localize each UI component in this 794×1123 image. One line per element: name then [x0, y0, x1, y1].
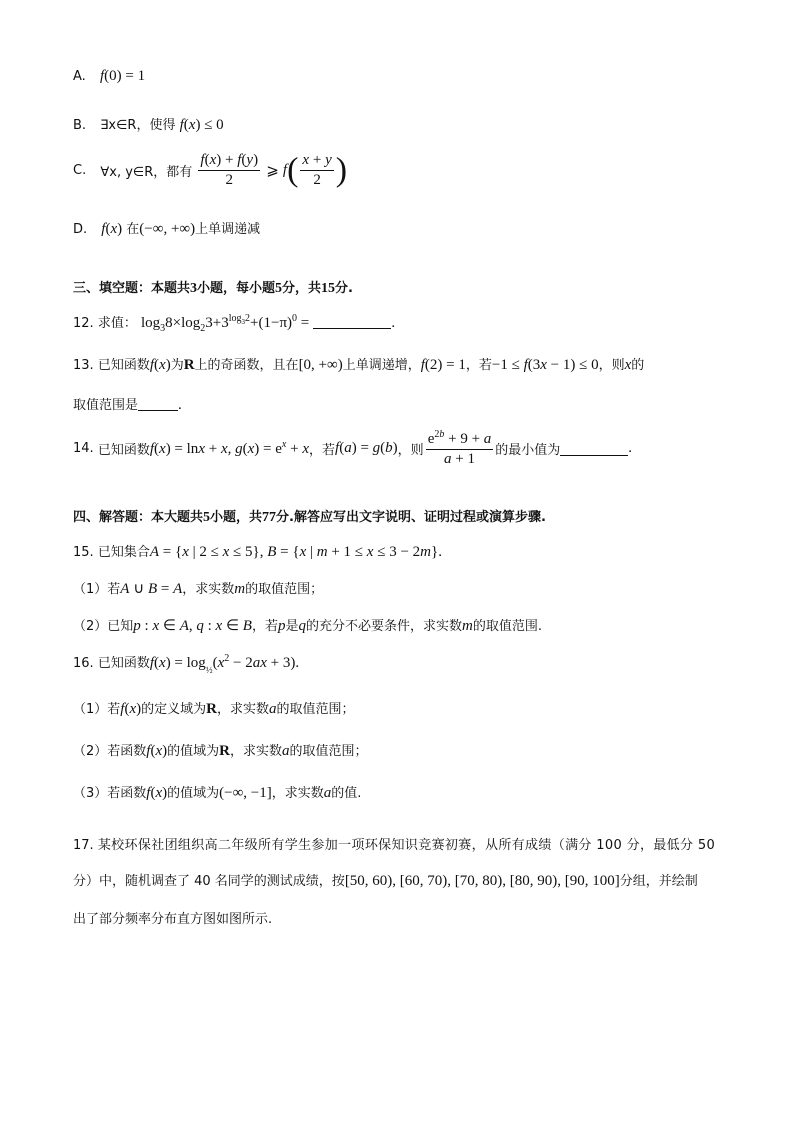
choice-c-text: ∀x, y∈R，都有	[100, 165, 193, 180]
q12-expression: $\log_38\times\log_23+3^{log_32}+(1-\pi)^0$ =	[140, 313, 310, 334]
question-number: 15.	[73, 545, 94, 560]
answer-blank[interactable]	[560, 441, 628, 456]
choice-a-label: A.	[73, 69, 86, 84]
section-3-heading: 三、填空题：本题共3小题，每小题5分，共15分.	[73, 281, 353, 296]
choice-b-text: ∃x∈R，使得	[100, 118, 176, 133]
choice-d: D. f(x) 在(−∞, +∞)上单调递减	[73, 221, 261, 237]
question-15: 15. 已知集合A = {x | 2 ≤ x ≤ 5}, B = {x | m + 1 ≤ x ≤ 3 − 2m}.	[73, 544, 442, 560]
question-number: 17.	[73, 838, 94, 853]
question-number: 14.	[73, 441, 94, 456]
question-12: 12. 求值： $\log_38\times\log_23+3^{log_32}+(1-\pi)^0$ = .	[73, 313, 396, 334]
question-13-line-2: 取值范围是 .	[73, 397, 182, 413]
question-15-part-2: （2）已知p : x ∈ A, q : x ∈ B，若p是q的充分不必要条件，求实数m的取值范围.	[73, 618, 542, 634]
question-14: 14. 已知函数f(x) = lnx + x, $g(x) = e^x + x$，若f(a) = g(b)，则 $\frac{e^{2b} + 9 + a}{a + 1}$ 的最小值为 .	[73, 429, 633, 467]
answer-blank[interactable]	[313, 314, 391, 329]
choice-b: B. ∃x∈R，使得 f(x) ≤ 0	[73, 117, 224, 133]
choice-c-fraction-left: $\frac{f(x) + f(y)}{2}$	[200, 152, 259, 188]
choice-d-label: D.	[73, 222, 88, 237]
choice-c-fraction-right: $\frac{x + y}{2}$	[302, 152, 332, 188]
question-16-part-2: （2）若函数f(x)的值域为R，求实数a的取值范围；	[73, 743, 368, 759]
question-16: 16. 已知函数$f(x) = \log_{\frac{1}{2}}(x^2 - 2ax + 3)$.	[73, 653, 300, 675]
section-4-heading: 四、解答题：本大题共5小题，共77分.解答应写出文字说明、证明过程或演算步骤.	[73, 510, 546, 525]
question-16-part-1: （1）若f(x)的定义域为R，求实数a的取值范围；	[73, 701, 355, 717]
q14-fraction: $\frac{e^{2b} + 9 + a}{a + 1}$	[427, 429, 492, 467]
choice-b-label: B.	[73, 118, 87, 133]
choice-d-text: 上单调递减	[195, 222, 261, 237]
question-16-part-3: （3）若函数f(x)的值域为(−∞, −1]，求实数a的值.	[73, 785, 362, 801]
question-17: 17. 某校环保社团组织高二年级所有学生参加一项环保知识竞赛初赛，从所有成绩（满分 100 分，最低分 50	[73, 838, 716, 853]
question-17-line-3: 出了部分频率分布直方图如图所示.	[73, 912, 273, 927]
question-15-part-1: （1）若A ∪ B = A，求实数m的取值范围；	[73, 581, 324, 597]
choice-a: A. f(0) = 1	[73, 68, 146, 84]
choice-a-formula: f	[99, 68, 105, 84]
question-13: 13. 已知函数f(x)为R上的奇函数，且在[0, +∞)上单调递增，f(2) = 1，若−1 ≤ f(3x − 1) ≤ 0，则x的	[73, 357, 645, 373]
choice-c-label: C.	[73, 163, 87, 178]
answer-blank[interactable]	[138, 396, 178, 411]
question-17-line-2: 分）中，随机调查了 40 名同学的测试成绩，按[50, 60), [60, 70), [70, 80), [80, 90), [90, 100]分组，并绘制	[73, 873, 698, 889]
choice-c: C. ∀x, y∈R，都有 $\frac{f(x) + f(y)}{2}$ ⩾ f( $\frac{x + y}{2}$ )	[73, 151, 348, 189]
question-number: 16.	[73, 656, 94, 671]
question-number: 12.	[73, 316, 94, 331]
question-number: 13.	[73, 358, 94, 373]
